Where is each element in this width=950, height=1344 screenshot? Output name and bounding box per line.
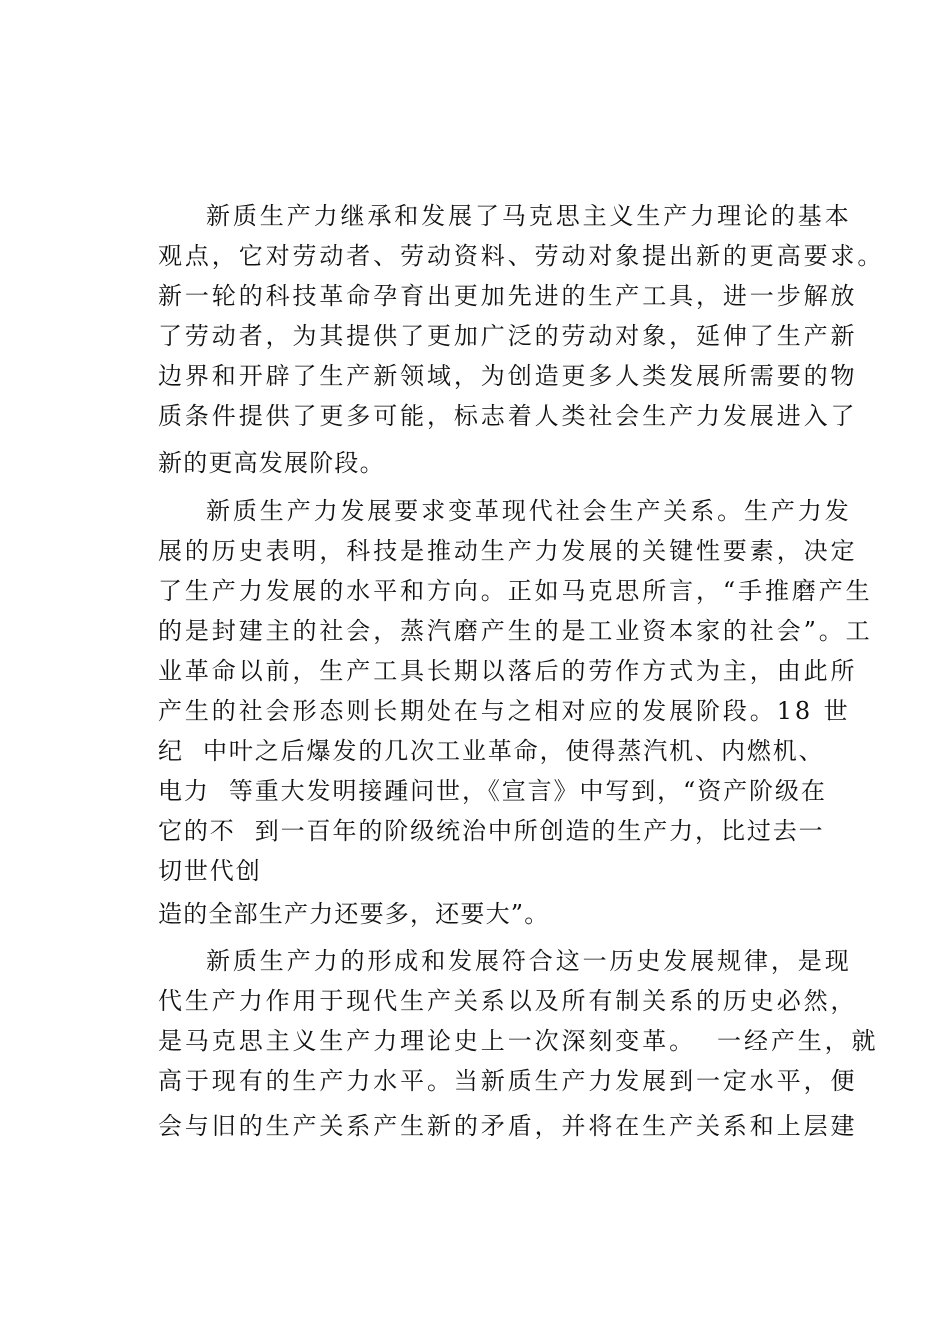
text-line: 新质生产力发展要求变革现代社会生产关系。生产力发 [206, 497, 852, 525]
text-line: 业革命以前，生产工具长期以落后的劳作方式为主，由此所 [158, 657, 858, 685]
text-line: 纪 中叶之后爆发的几次工业革命，使得蒸汽机、内燃机、 [158, 737, 825, 765]
text-line: 造的全部生产力还要多，还要大”。 [158, 900, 550, 928]
text-line: 会与旧的生产关系产生新的矛盾，并将在生产关系和上层建 [158, 1112, 858, 1140]
text-line: 边界和开辟了生产新领域，为创造更多人类发展所需要的物 [158, 362, 858, 390]
text-line: 是马克思主义生产力理论史上一次深刻变革。 一经产生，就 [158, 1027, 879, 1055]
text-line: 新质生产力的形成和发展符合这一历史发展规律，是现 [206, 947, 852, 975]
text-line: 观点，它对劳动者、劳动资料、劳动对象提出新的更高要求。 [158, 242, 885, 270]
text-line: 电力 等重大发明接踵问世，《宣言》中写到，“资产阶级在 [158, 777, 827, 805]
text-line: 的是封建主的社会，蒸汽磨产生的是工业资本家的社会”。工 [158, 617, 873, 645]
text-line: 展的历史表明，科技是推动生产力发展的关键性要素，决定 [158, 537, 858, 565]
text-line: 高于现有的生产力水平。当新质生产力发展到一定水平，便 [158, 1067, 858, 1095]
text-line: 代生产力作用于现代生产关系以及所有制关系的历史必然， [158, 987, 858, 1015]
text-line: 新质生产力继承和发展了马克思主义生产力理论的基本 [206, 202, 852, 230]
text-line: 切世代创 [158, 857, 262, 885]
text-line: 了劳动者，为其提供了更加广泛的劳动对象，延伸了生产新 [158, 322, 858, 350]
text-line: 了生产力发展的水平和方向。正如马克思所言，“手推磨产生 [158, 577, 873, 605]
text-line: 它的不 到一百年的阶级统治中所创造的生产力，比过去一 [158, 817, 825, 845]
text-line: 新一轮的科技革命孕育出更加先进的生产工具，进一步解放 [158, 282, 858, 310]
text-line: 产生的社会形态则长期处在与之相对应的发展阶段。18 世 [158, 697, 851, 725]
text-line: 质条件提供了更多可能，标志着人类社会生产力发展进入了 [158, 402, 858, 430]
text-line: 新的更高发展阶段。 [158, 449, 385, 477]
